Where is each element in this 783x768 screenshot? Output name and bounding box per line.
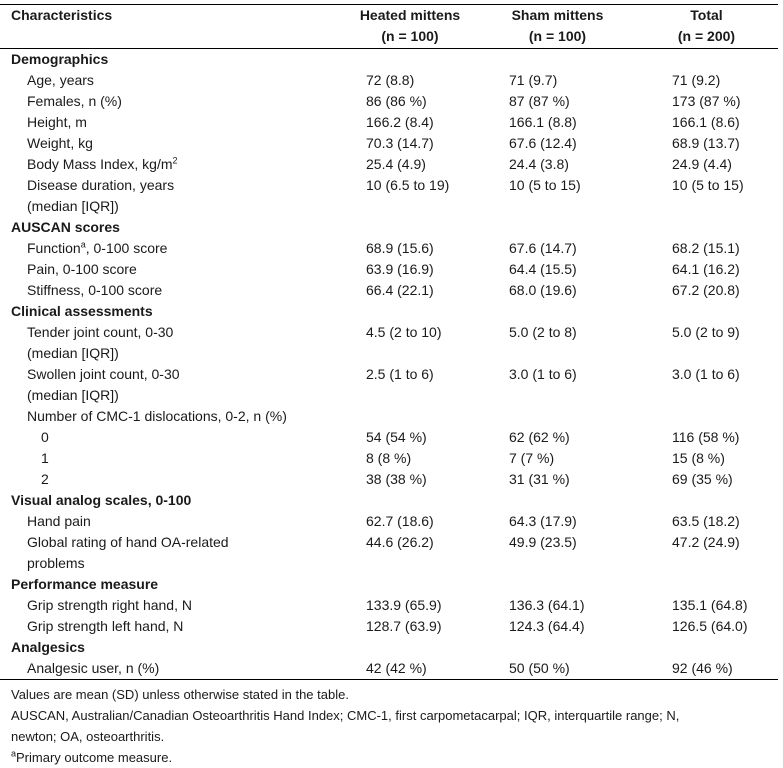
cell-sham: 5.0 (2 to 8) [509,324,577,340]
note-abbreviations-continued: newton; OA, osteoarthritis. [11,729,165,744]
cell-heated: 44.6 (26.2) [366,534,434,550]
cell-sham: 67.6 (14.7) [509,240,577,256]
table-row [0,616,778,637]
cell-total: 71 (9.2) [672,72,721,88]
section-row [0,217,778,238]
table-row [0,322,778,343]
cell-sham: 166.1 (8.8) [509,114,577,130]
note-abbreviations: AUSCAN, Australian/Canadian Osteoarthritis Hand Index; CMC-1, first carpometacarpal; IQR, interquartile range; N, [11,708,680,723]
row-label: Global rating of hand OA-related [27,534,229,550]
function-label: Function [27,240,81,256]
row-label: 2 [41,471,49,487]
cell-sham: 7 (7 %) [509,450,555,466]
cell-total: 68.9 (13.7) [672,135,740,151]
cell-heated: 70.3 (14.7) [366,135,434,151]
cell-heated: 42 (42 %) [340,658,480,680]
header-heated-mittens: Heated mittens [359,7,461,23]
cell-sham: 71 (9.7) [509,72,558,88]
cell-total: 63.5 (18.2) [672,513,740,529]
cell-total: 10 (5 to 15) [672,177,744,193]
cell-total: 64.1 (16.2) [672,261,740,277]
table-row [0,427,778,448]
section-row [0,49,778,71]
cell-sham: 31 (31 %) [509,471,570,487]
function-label-rest: , 0-100 score [85,240,168,256]
table-row [0,112,778,133]
cell-sham: 24.4 (3.8) [509,156,569,172]
header-heated-n: (n = 100) [340,26,480,49]
cell-sham: 3.0 (1 to 6) [509,366,577,382]
cell-heated: 2.5 (1 to 6) [366,366,434,382]
cell-total: 166.1 (8.6) [672,114,740,130]
row-label: Swollen joint count, 0-30 [27,366,180,382]
note-values: Values are mean (SD) unless otherwise stated in the table. [11,687,349,702]
cell-sham: 64.4 (15.5) [509,261,577,277]
row-label [0,154,340,175]
row-label: 0 [41,429,49,445]
cell-sham: 49.9 (23.5) [509,534,577,550]
bmi-superscript: 2 [172,155,178,166]
cell-total: 69 (35 %) [672,471,733,487]
table-header [0,5,778,49]
cell-heated: 38 (38 %) [366,471,427,487]
row-label: Pain, 0-100 score [27,261,137,277]
row-label-continued: problems [27,555,85,571]
cell-total: 3.0 (1 to 6) [672,366,740,382]
row-label: Age, years [27,72,94,88]
header-sham-n: (n = 100) [480,26,635,49]
cell-sham: 10 (5 to 15) [509,177,581,193]
cell-total: 67.2 (20.8) [672,282,740,298]
section-row [0,637,778,658]
table-notes [11,684,771,768]
table-body [0,49,778,680]
table-row-continuation [0,553,778,574]
primary-outcome-mark: a [80,239,86,250]
cell-total: 92 (46 %) [635,658,778,680]
cell-sham: 68.0 (19.6) [509,282,577,298]
footnote-mark: a [11,748,17,759]
table-row [0,406,778,427]
row-label: 1 [41,450,49,466]
cell-sham: 62 (62 %) [509,429,570,445]
cell-total: 173 (87 %) [672,93,741,109]
section-analgesics: Analgesics [11,639,85,655]
section-auscan: AUSCAN scores [11,219,120,235]
header-total-n: (n = 200) [635,26,778,49]
section-demographics: Demographics [11,51,109,67]
cell-heated: 128.7 (63.9) [366,618,442,634]
cell-sham: 50 (50 %) [480,658,635,680]
cell-total: 47.2 (24.9) [672,534,740,550]
section-vas: Visual analog scales, 0-100 [11,492,192,508]
table-row [0,259,778,280]
cell-heated: 68.9 (15.6) [366,240,434,256]
cell-total: 24.9 (4.4) [672,156,732,172]
table-row [0,448,778,469]
cell-heated: 62.7 (18.6) [366,513,434,529]
table-row [0,70,778,91]
cell-total: 68.2 (15.1) [672,240,740,256]
cell-heated: 166.2 (8.4) [366,114,434,130]
section-row [0,490,778,511]
cell-heated: 63.9 (16.9) [366,261,434,277]
row-label: Hand pain [27,513,91,529]
cell-heated: 8 (8 %) [366,450,412,466]
table-row [0,133,778,154]
footnote-text: Primary outcome measure. [16,750,173,765]
note-footnote [11,747,771,768]
row-label: Number of CMC-1 dislocations, 0-2, n (%) [27,408,287,424]
cell-sham: 64.3 (17.9) [509,513,577,529]
cell-heated: 4.5 (2 to 10) [366,324,442,340]
table-row-continuation [0,385,778,406]
row-label-continued: (median [IQR]) [27,198,119,214]
cell-heated: 10 (6.5 to 19) [366,177,450,193]
row-label-continued: (median [IQR]) [27,387,119,403]
section-performance: Performance measure [11,576,159,592]
row-label: Height, m [27,114,87,130]
header-total: Total [690,7,723,23]
cell-heated: 25.4 (4.9) [366,156,426,172]
table-row [0,595,778,616]
section-row [0,301,778,322]
header-sham-mittens: Sham mittens [511,7,604,23]
row-label: Weight, kg [27,135,93,151]
row-label-continued: (median [IQR]) [27,345,119,361]
row-label [0,238,340,259]
table-row [0,280,778,301]
table-row [0,658,778,680]
row-label: Disease duration, years [27,177,175,193]
cell-heated: 66.4 (22.1) [366,282,434,298]
cell-heated: 72 (8.8) [366,72,415,88]
bmi-label: Body Mass Index, kg/m [27,156,173,172]
cell-total: 5.0 (2 to 9) [672,324,740,340]
section-row [0,574,778,595]
cell-total: 116 (58 %) [672,429,740,445]
cell-sham: 87 (87 %) [509,93,570,109]
row-label: Tender joint count, 0-30 [27,324,174,340]
cell-total: 15 (8 %) [672,450,725,466]
cell-sham: 67.6 (12.4) [509,135,577,151]
cell-heated: 133.9 (65.9) [366,597,442,613]
cell-heated: 54 (54 %) [366,429,427,445]
table-row [0,91,778,112]
table-row [0,154,778,175]
table-row [0,175,778,196]
cell-sham: 124.3 (64.4) [509,618,585,634]
cell-sham: 136.3 (64.1) [509,597,585,613]
table-row [0,511,778,532]
row-label: Analgesic user, n (%) [0,658,340,680]
cell-heated: 86 (86 %) [366,93,427,109]
header-characteristics: Characteristics [11,7,113,23]
table-row-continuation [0,343,778,364]
cell-total: 135.1 (64.8) [672,597,748,613]
baseline-characteristics-table [0,5,778,680]
table-row [0,238,778,259]
cell-total: 126.5 (64.0) [672,618,748,634]
row-label: Females, n (%) [27,93,122,109]
section-clinical: Clinical assessments [11,303,153,319]
table-row [0,532,778,553]
row-label: Stiffness, 0-100 score [27,282,163,298]
table-row [0,469,778,490]
table-row [0,364,778,385]
row-label: Grip strength left hand, N [27,618,184,634]
row-label: Grip strength right hand, N [27,597,192,613]
table-row-continuation [0,196,778,217]
